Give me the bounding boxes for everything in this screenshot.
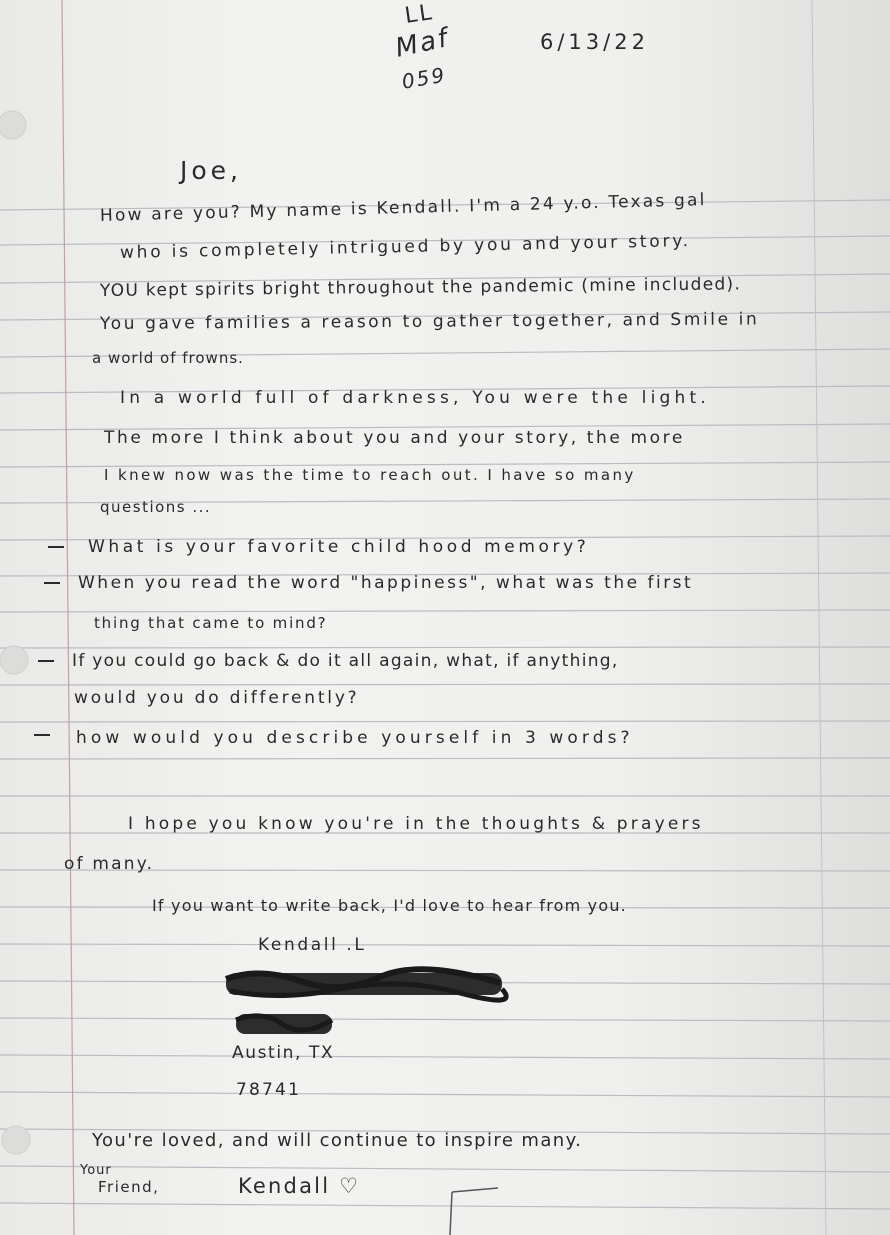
question-2-cont: thing that came to mind? xyxy=(94,614,328,632)
signature-name: Kendall .L xyxy=(258,935,367,955)
intro-line-1: How are you? My name is Kendall. I'm a 24 y.o. Texas gal xyxy=(99,190,707,226)
signoff-your: Your xyxy=(80,1163,112,1178)
question-3: If you could go back & do it all again, what, if anything, xyxy=(72,651,619,671)
question-4: how would you describe yourself in 3 words? xyxy=(76,728,634,748)
para2-line-2: The more I think about you and your story, the more xyxy=(104,428,685,448)
signoff-name: Kendall ♡ xyxy=(238,1174,361,1198)
para2-line-3: I knew now was the time to reach out. I have so many xyxy=(104,466,636,484)
question-3-cont: would you do differently? xyxy=(74,688,360,708)
signature-zip: 78741 xyxy=(236,1080,302,1100)
intro-line-3: YOU kept spirits bright throughout the pandemic (mine included). xyxy=(99,274,742,301)
intro-line-5: a world of frowns. xyxy=(92,349,244,367)
para2-line-4: questions ... xyxy=(100,498,212,516)
intro-line-4: You gave families a reason to gather together, and Smile in xyxy=(99,309,760,334)
greeting: Joe, xyxy=(180,156,242,185)
question-1: What is your favorite child hood memory? xyxy=(88,537,590,557)
signature-city: Austin, TX xyxy=(232,1043,335,1063)
bullet-dash-3 xyxy=(38,660,54,662)
stamp-number: 059 xyxy=(399,62,449,94)
bullet-dash-4 xyxy=(34,734,50,736)
closing-line-1: I hope you know you're in the thoughts & prayers xyxy=(128,814,704,834)
stamp-top: LL xyxy=(403,0,436,29)
bullet-dash-1 xyxy=(48,546,64,548)
para2-line-1: In a world full of darkness, You were the light. xyxy=(120,388,710,408)
closing-line-3: If you want to write back, I'd love to hear from you. xyxy=(152,896,627,915)
letter-date: 6/13/22 xyxy=(540,30,649,54)
bullet-dash-2 xyxy=(44,582,60,584)
signoff-friend: Friend, xyxy=(98,1178,160,1196)
redacted-address-line xyxy=(220,965,510,1005)
final-line: You're loved, and will continue to inspire many. xyxy=(92,1130,583,1151)
stamp-code: Maf xyxy=(392,23,453,64)
closing-line-2: of many. xyxy=(64,854,155,874)
intro-line-2: who is completely intrigued by you and your story. xyxy=(119,231,692,263)
redacted-street-number xyxy=(232,1010,342,1040)
question-2: When you read the word "happiness", what was the first xyxy=(78,573,694,593)
